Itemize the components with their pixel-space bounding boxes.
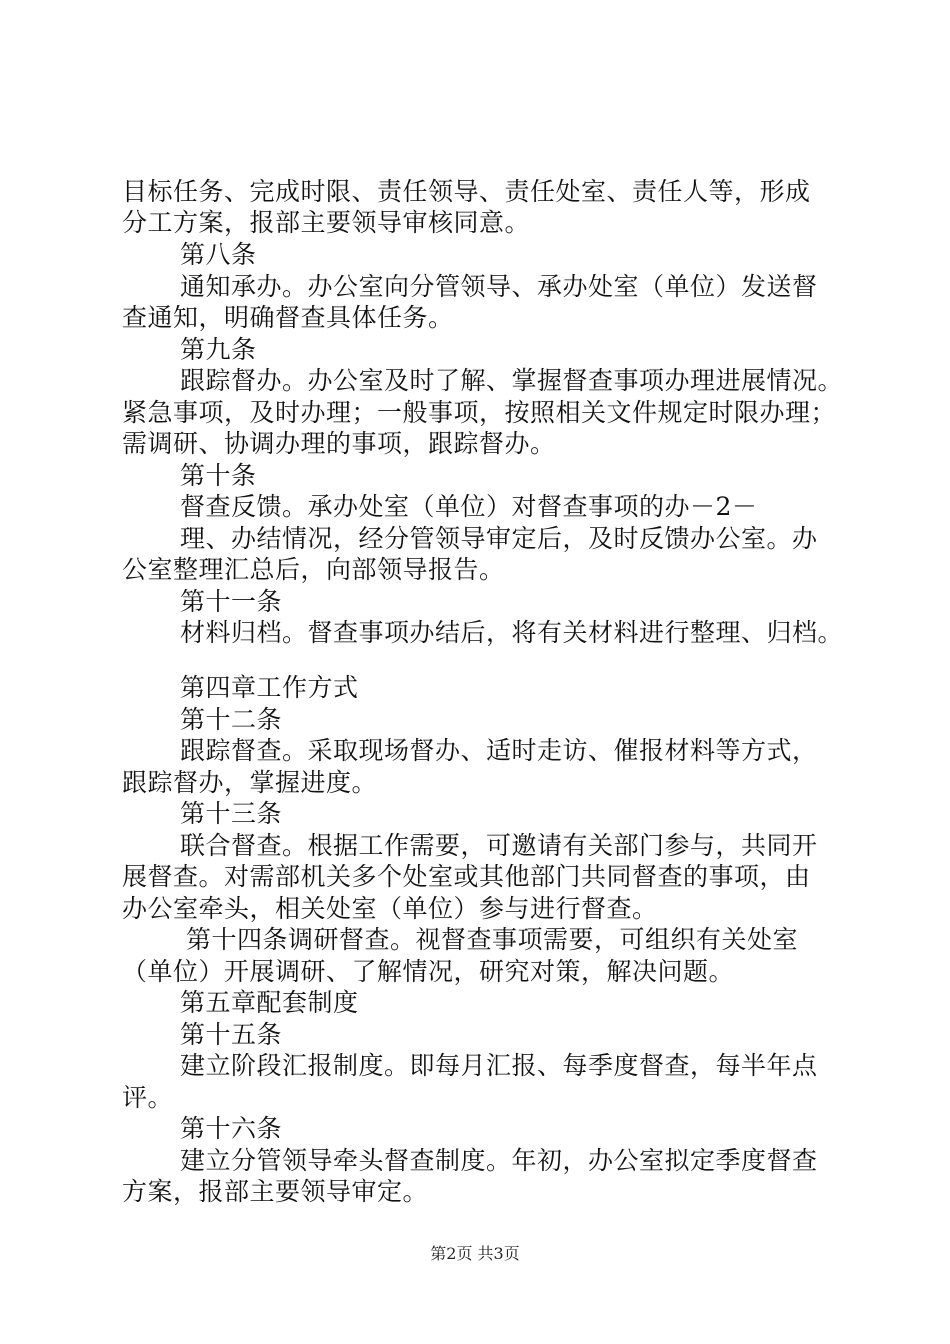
body-text-line: 目标任务、完成时限、责任领导、责任处室、责任人等，形成 bbox=[122, 177, 811, 206]
article-heading: 第八条 bbox=[180, 240, 257, 269]
body-text-line: 公室整理汇总后，向部领导报告。 bbox=[122, 555, 505, 584]
body-text-line: 展督查。对需部机关多个处室或其他部门共同督查的事项，由 bbox=[122, 862, 811, 891]
article-heading: 第十六条 bbox=[180, 1114, 283, 1143]
body-text-line: 跟踪督办。办公室及时了解、掌握督查事项办理进展情况。 bbox=[180, 366, 844, 395]
body-text-line: 办公室牵头，相关处室（单位）参与进行督查。 bbox=[122, 894, 658, 923]
page-number-footer: 第2页 共3页 bbox=[430, 1244, 520, 1263]
body-text-line: 跟踪督办，掌握进度。 bbox=[122, 768, 378, 797]
body-text-line: 方案，报部主要领导审定。 bbox=[122, 1177, 429, 1206]
body-text-line: 材料归档。督查事项办结后，将有关材料进行整理、归档。 bbox=[180, 618, 844, 647]
article-heading: 第十三条 bbox=[180, 799, 283, 828]
article-heading: 第十条 bbox=[180, 461, 257, 490]
body-text-line: 紧急事项，及时办理；一般事项，按照相关文件规定时限办理； bbox=[122, 398, 837, 427]
body-text-line: 需调研、协调办理的事项，跟踪督办。 bbox=[122, 429, 556, 458]
chapter-heading: 第四章工作方式 bbox=[180, 673, 359, 702]
body-text-line: 第十四条调研督查。视督查事项需要，可组织有关处室 bbox=[186, 925, 799, 954]
article-heading: 第九条 bbox=[180, 335, 257, 364]
body-text-line: 评。 bbox=[122, 1083, 174, 1112]
body-text-line: 分工方案，报部主要领导审核同意。 bbox=[122, 208, 531, 237]
article-heading: 第十一条 bbox=[180, 587, 283, 616]
body-text-line: 跟踪督查。采取现场督办、适时走访、催报材料等方式， bbox=[180, 736, 818, 765]
chapter-heading: 第五章配套制度 bbox=[180, 988, 359, 1017]
article-heading: 第十二条 bbox=[180, 705, 283, 734]
body-text-line: 建立阶段汇报制度。即每月汇报、每季度督查，每半年点 bbox=[180, 1051, 818, 1080]
body-text-line: 理、办结情况，经分管领导审定后，及时反馈办公室。办 bbox=[180, 524, 818, 553]
article-heading: 第十五条 bbox=[180, 1020, 283, 1049]
body-text-line: 查通知，明确督查具体任务。 bbox=[122, 303, 454, 332]
body-text-line: 联合督查。根据工作需要，可邀请有关部门参与，共同开 bbox=[180, 831, 818, 860]
body-text-line: （单位）开展调研、了解情况，研究对策，解决问题。 bbox=[122, 957, 735, 986]
body-text-line: 建立分管领导牵头督查制度。年初，办公室拟定季度督查 bbox=[180, 1146, 818, 1175]
body-text-line: 督查反馈。承办处室（单位）对督查事项的办－2－ bbox=[180, 492, 758, 521]
body-text-line: 通知承办。办公室向分管领导、承办处室（单位）发送督 bbox=[180, 272, 818, 301]
